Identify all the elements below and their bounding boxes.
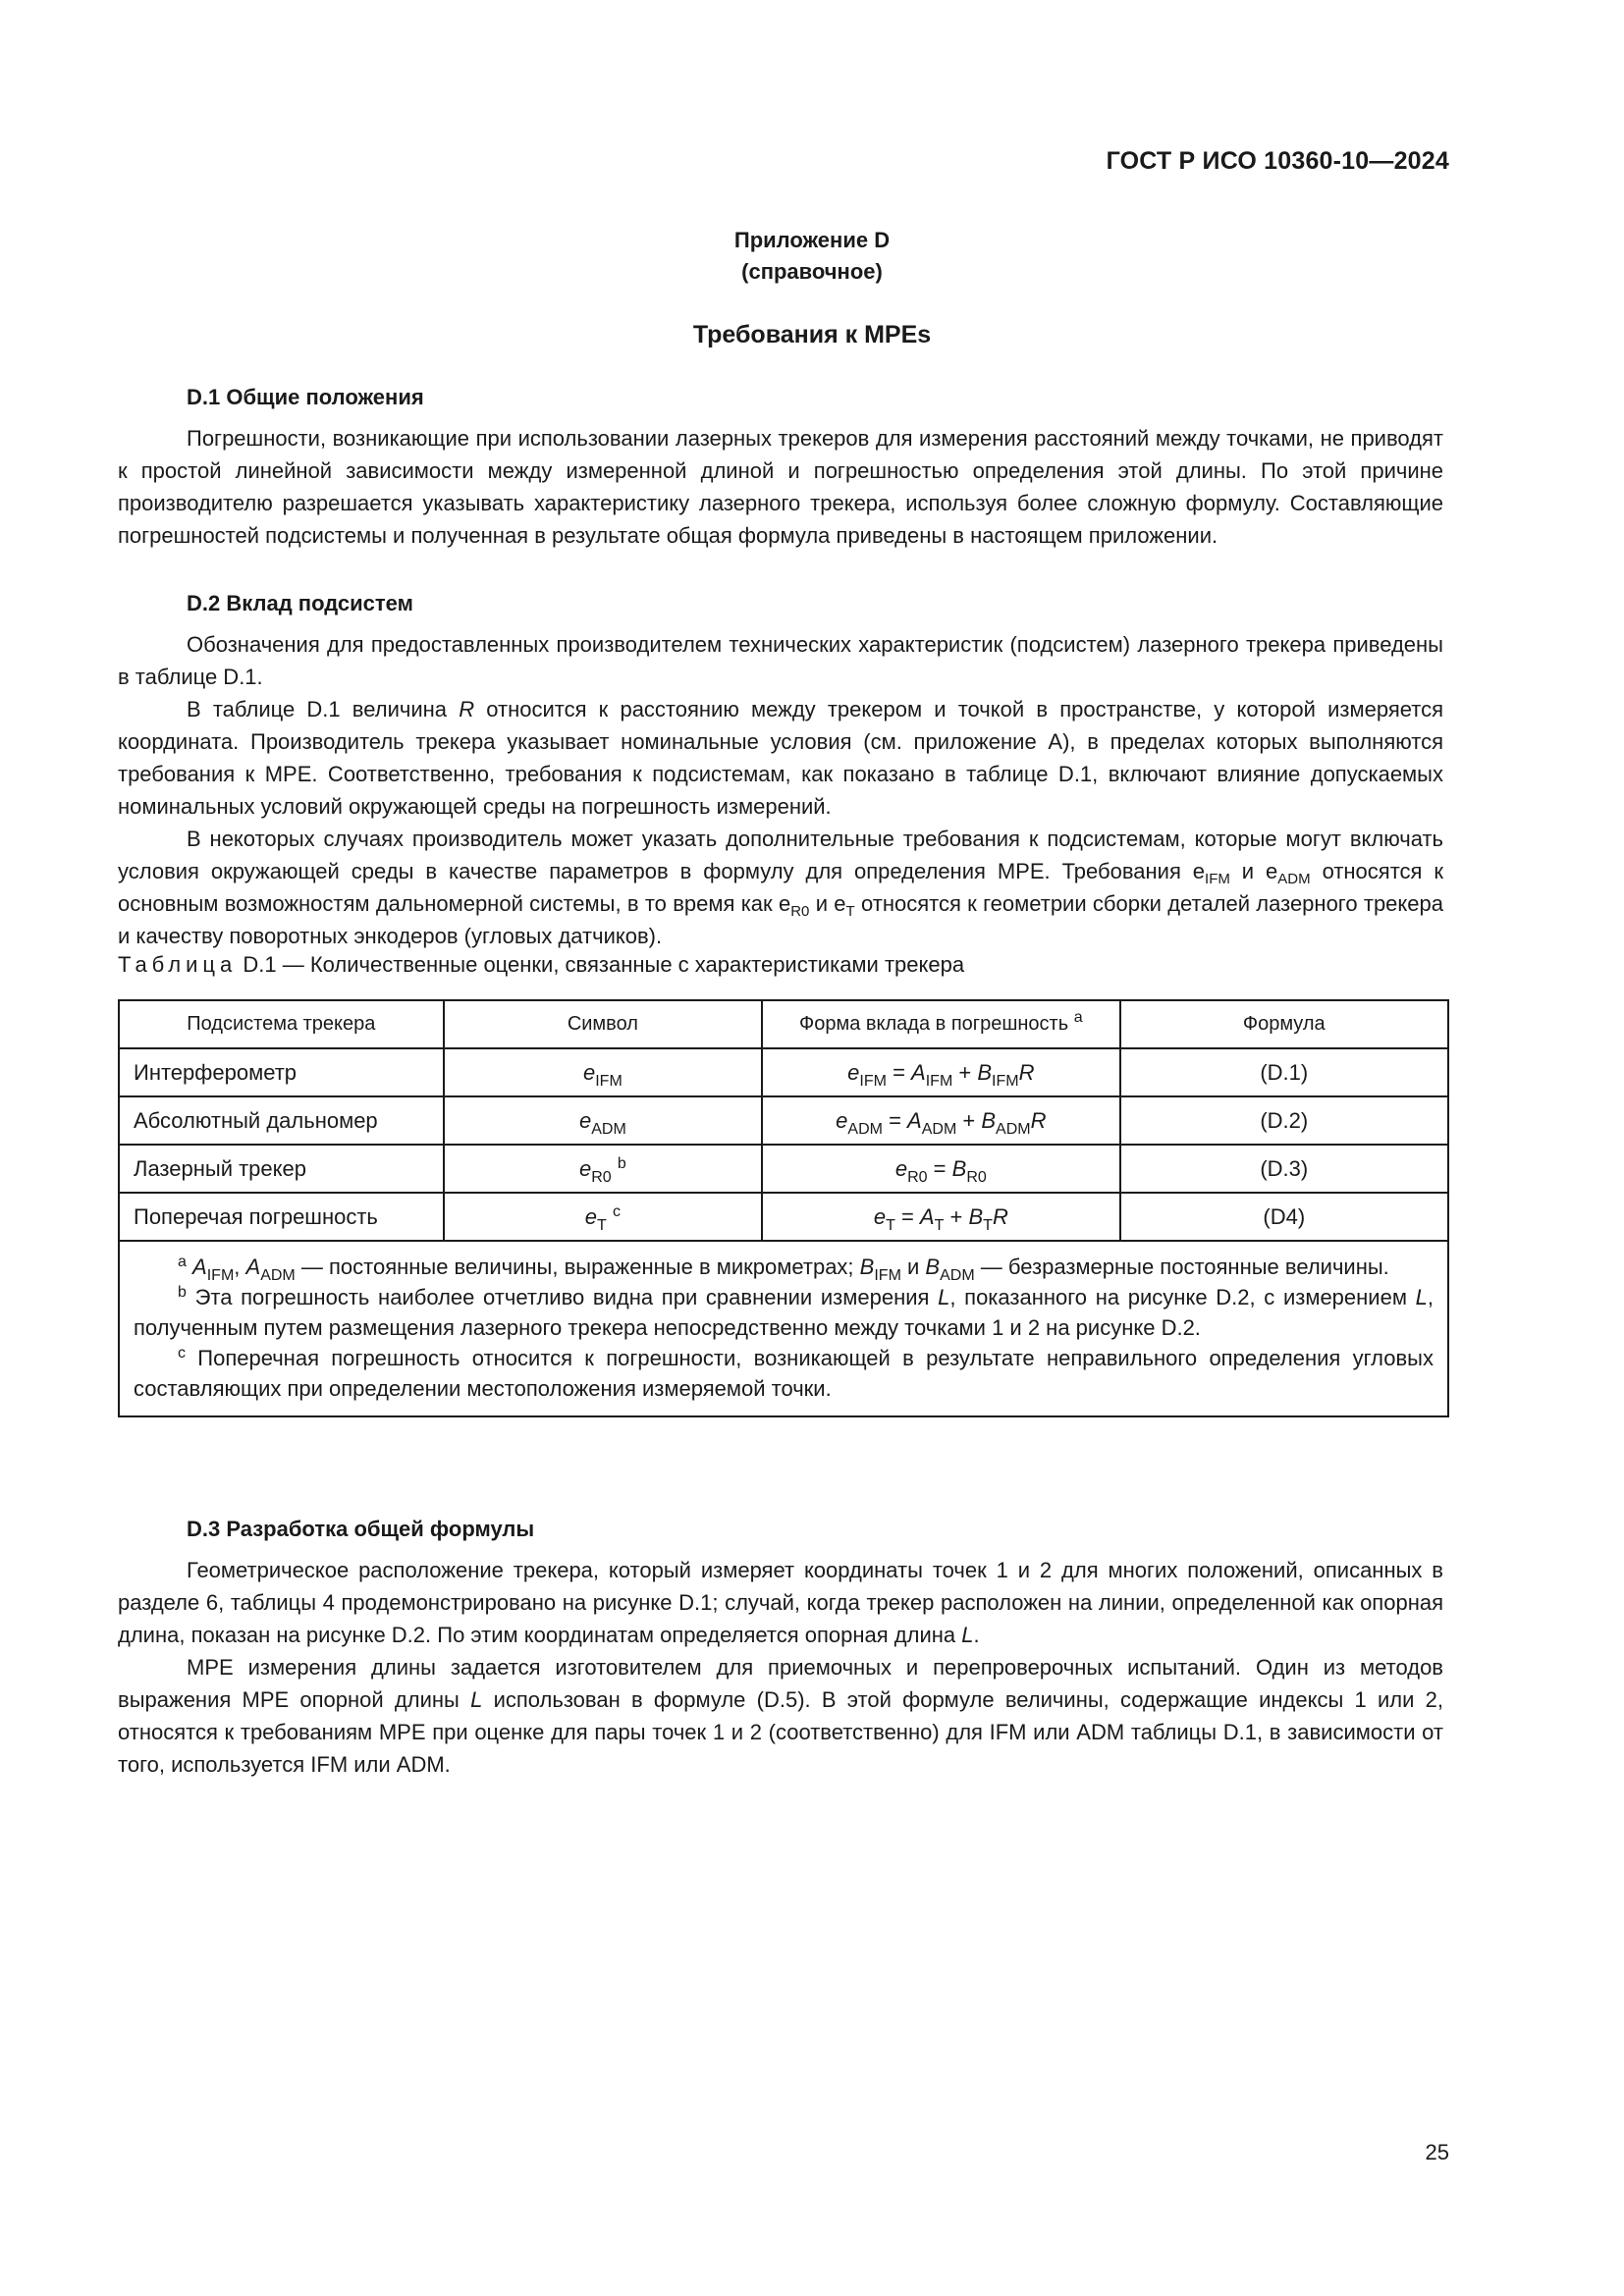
footnote-c: $^c$ Поперечная погрешность относится к погрешности, возникающей в результате неправильного определения угловых составляющих при определении местоположения измеряемой точки. bbox=[134, 1345, 1434, 1401]
section-heading-d3: D.3 Разработка общей формулы bbox=[187, 1517, 535, 1541]
cell-contribution: $e_{R0} = B_{R0}$ bbox=[762, 1145, 1119, 1193]
table-row bbox=[119, 1096, 1448, 1145]
table-footnotes-row bbox=[119, 1241, 1448, 1416]
cell-symbol: $e_T$ $^c$ bbox=[444, 1193, 762, 1241]
annex-type: (справочное) bbox=[741, 259, 883, 284]
paragraph-d3-2: MPE измерения длины задается изготовителем для приемочных и перепроверочных испытаний. Один из методов выражения MPE опорной длины L использован в формуле (D.5). В этой формуле величины, содержащие индексы 1 или 2, относятся к требованиям MPE при оценке для пары точек 1 и 2 (соответственно) для IFM или ADM таблицы D.1, в зависимости от того, используется IFM или ADM. bbox=[118, 1655, 1443, 1777]
table-row bbox=[119, 1048, 1448, 1096]
page-number: 25 bbox=[1425, 2140, 1449, 2164]
cell-contribution: $e_{IFM} = A_{IFM} + B_{IFM}R$ bbox=[762, 1048, 1119, 1096]
footnote-a: $^a$ $A_{IFM}$, $A_{ADM}$ — постоянные величины, выраженные в микрометрах; $B_{IFM}$ и $B_{ADM}$ — безразмерные постоянные величины. bbox=[178, 1254, 1389, 1284]
cell-contribution: $e_T = A_T + B_TR$ bbox=[762, 1193, 1119, 1241]
cell-formula: (D4) bbox=[1120, 1193, 1448, 1241]
paragraph-d2-1: Обозначения для предоставленных производителем технических характеристик (подсистем) лазерного трекера приведены в таблице D.1. bbox=[118, 632, 1443, 689]
cell-formula: (D.2) bbox=[1120, 1096, 1448, 1145]
cell-name: Лазерный трекер bbox=[119, 1145, 444, 1193]
table-caption: Таблица D.1 — Количественные оценки, связанные с характеристиками трекера bbox=[118, 952, 965, 977]
header-formula: Формула bbox=[1120, 1000, 1448, 1048]
section-heading-d2: D.2 Вклад подсистем bbox=[187, 591, 413, 615]
cell-name: Интерферометр bbox=[119, 1048, 444, 1096]
header-symbol: Символ bbox=[444, 1000, 762, 1048]
document-code: ГОСТ Р ИСО 10360-10—2024 bbox=[1106, 147, 1449, 175]
cell-symbol: $e_{R0}$ $^b$ bbox=[444, 1145, 762, 1193]
footnote-b: $^b$ Эта погрешность наиболее отчетливо видна при сравнении измерения L, показанного на рисунке D.2, с измерением L, полученным путем размещения лазерного трекера непосредственно между точками 1 и 2 на рисунке D.2. bbox=[134, 1284, 1435, 1340]
header-contribution: Форма вклада в погрешность $^a$ bbox=[762, 1000, 1119, 1048]
table-header-row bbox=[119, 1000, 1448, 1048]
cell-contribution: $e_{ADM} = A_{ADM} + B_{ADM}R$ bbox=[762, 1096, 1119, 1145]
table-row bbox=[119, 1193, 1448, 1241]
paragraph-d3-1: Геометрическое расположение трекера, который измеряет координаты точек 1 и 2 для многих положений, описанных в разделе 6, таблицы 4 продемонстрировано на рисунке D.1; случай, когда трекер расположен на линии, определенной как опорная длина, показан на рисунке D.2. По этим координатам определяется опорная длина L. bbox=[118, 1558, 1443, 1647]
table-d1 bbox=[118, 999, 1449, 1417]
paragraph-d2-2: В таблице D.1 величина R относится к расстоянию между трекером и точкой в пространстве, у которой измеряется координата. Производитель трекера указывает номинальные условия (см. приложение А), в пределах которых выполняются требования к MPE. Соответственно, требования к подсистемам, как показано в таблице D.1, включают влияние допускаемых номинальных условий окружающей среды на погрешность измерений. bbox=[118, 697, 1443, 819]
cell-name: Поперечая погрешность bbox=[119, 1193, 444, 1241]
annex-title: Приложение D bbox=[733, 228, 891, 252]
cell-formula: (D.1) bbox=[1120, 1048, 1448, 1096]
paragraph-d1-1: Погрешности, возникающие при использовании лазерных трекеров для измерения расстояний между точками, не приводят к простой линейной зависимости между измеренной длиной и погрешностью определения этой длины. По этой причине производителю разрешается указывать характеристику лазерного трекера, используя более сложную формулу. Составляющие погрешностей подсистемы и полученная в результате общая формула приведены в настоящем приложении. bbox=[118, 426, 1443, 548]
table-row bbox=[119, 1145, 1448, 1193]
annex-heading: Требования к MPEs bbox=[692, 321, 932, 348]
header-subsystem: Подсистема трекера bbox=[119, 1000, 444, 1048]
cell-formula: (D.3) bbox=[1120, 1145, 1448, 1193]
paragraph-d2-3: В некоторых случаях производитель может указать дополнительные требования к подсистемам, которые могут включать условия окружающей среды в качестве параметров в формулу для определения MPE. Требования $e_{IFM}$ и $e_{ADM}$ относятся к основным возможностям дальномерной системы, в то время как $e_{R0}$ и $e_T$ относятся к геометрии сборки деталей лазерного трекера и качеству поворотных энкодеров (угловых датчиков). bbox=[118, 827, 1444, 948]
cell-name: Абсолютный дальномер bbox=[119, 1096, 444, 1145]
cell-symbol: $e_{IFM}$ bbox=[444, 1048, 762, 1096]
cell-symbol: $e_{ADM}$ bbox=[444, 1096, 762, 1145]
section-heading-d1: D.1 Общие положения bbox=[187, 385, 424, 409]
table-footnotes bbox=[119, 1241, 1448, 1416]
